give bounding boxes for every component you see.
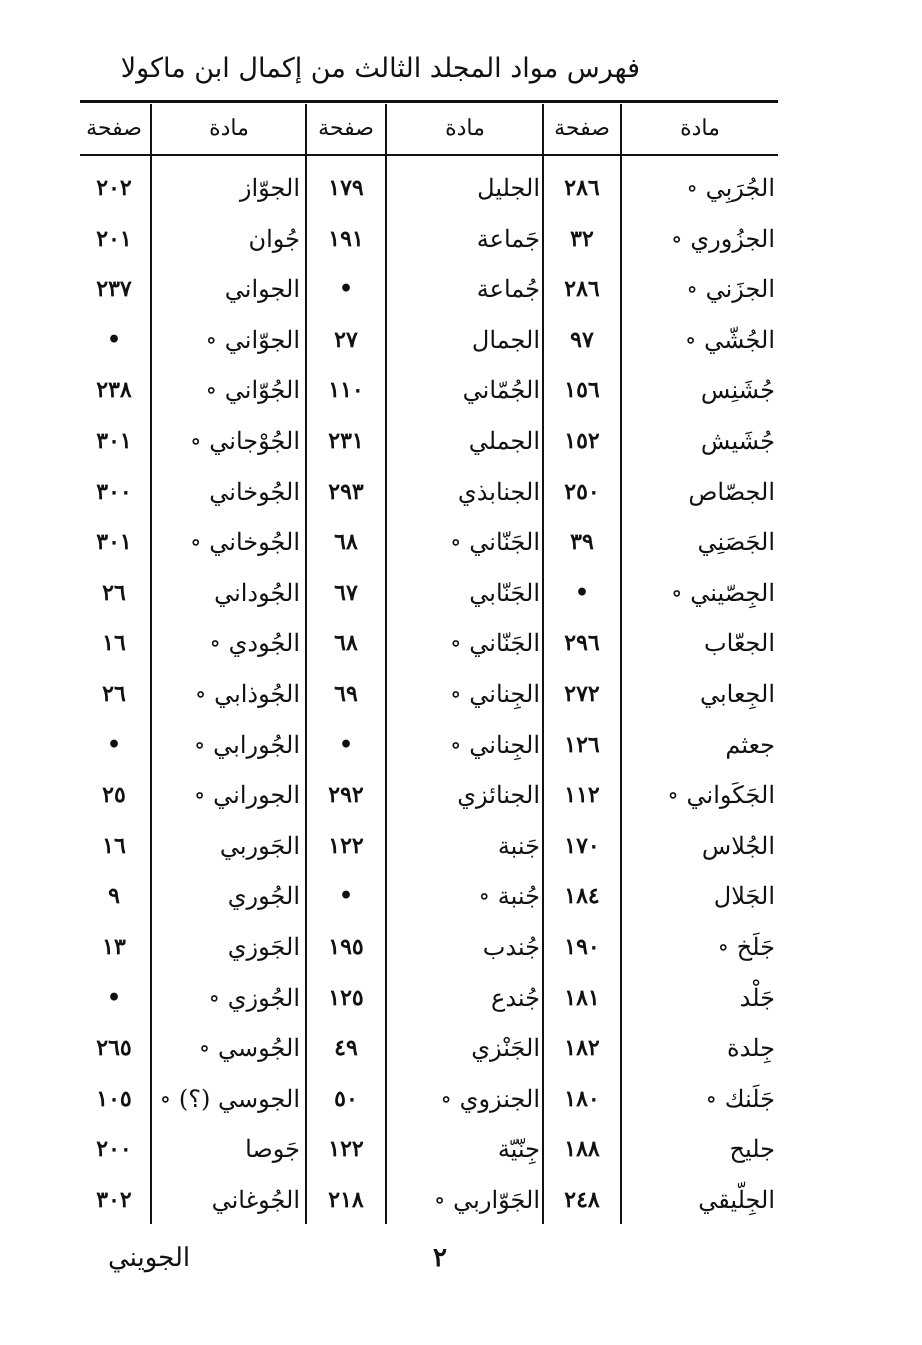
page-col-3-cell: ٣٠٠ bbox=[96, 478, 132, 505]
page-col-2-cell: ١٩١ bbox=[328, 225, 364, 252]
page-col-3-cell: ٢٣٧ bbox=[96, 276, 132, 303]
page-col-1-cell: ٣٩ bbox=[570, 529, 594, 556]
page-col-3-cell: ٣٠٢ bbox=[96, 1187, 132, 1213]
page-col-1-cell: ١٩٠ bbox=[564, 934, 600, 960]
entry-col-2-cell: الجَنّاني ∘ bbox=[449, 629, 540, 658]
entry-col-1-cell: جَلْد bbox=[739, 983, 775, 1012]
page-col-2-cell: ١٩٥ bbox=[328, 934, 364, 960]
entry-col-2-cell: الجملي bbox=[468, 427, 540, 455]
entry-col-2-cell: جُنبة ∘ bbox=[478, 882, 540, 911]
page-col-2-cell: ٥٠ bbox=[334, 1085, 358, 1112]
entry-col-2-cell: الجليل bbox=[477, 174, 540, 202]
entry-col-2-cell: الجمال bbox=[471, 325, 540, 354]
entry-col-1-cell: جَلَخ ∘ bbox=[717, 933, 775, 961]
entry-col-3-cell: الجُوخاني bbox=[209, 477, 300, 506]
page-col-1-cell: ١٨١ bbox=[564, 984, 600, 1011]
entry-col-3-cell: الجُوري bbox=[227, 882, 300, 911]
entry-col-2-cell: الجُمّاني bbox=[462, 376, 540, 405]
entry-col-2-cell: الجَنْزي bbox=[471, 1034, 540, 1063]
entry-col-1-cell: جعثم bbox=[725, 730, 775, 759]
entry-col-1-cell: جُشَنِس bbox=[700, 376, 775, 405]
footer-catchword: الجويني bbox=[108, 1243, 191, 1273]
entry-col-3-cell: جُوان bbox=[248, 224, 300, 253]
page-col-3-cell: • bbox=[106, 984, 122, 1011]
entry-col-1-cell: الجَكَواني ∘ bbox=[667, 781, 775, 810]
page-col-2-cell: • bbox=[338, 276, 354, 303]
page-col-1-cell: ١٨٤ bbox=[564, 883, 600, 910]
page-col-3-cell: ٢٦ bbox=[102, 579, 126, 606]
page-col-1-cell: ٢٨٦ bbox=[564, 175, 600, 201]
entry-col-1-cell: الجصّاص bbox=[688, 477, 775, 506]
page-col-1-cell: ٢٨٦ bbox=[564, 276, 600, 303]
entry-col-3-cell: الجَوربي bbox=[219, 831, 300, 860]
entry-col-1-cell: الجَلال bbox=[713, 882, 775, 911]
header-entry-col-1: مادة bbox=[680, 116, 720, 141]
page-col-1-cell: ٢٩٦ bbox=[564, 630, 600, 657]
page-col-3-cell: ١٠٥ bbox=[96, 1085, 132, 1112]
page-col-2-cell: ٢٩٢ bbox=[328, 782, 364, 809]
page-col-1-cell: • bbox=[574, 579, 590, 606]
entry-col-3-cell: الجُورابي ∘ bbox=[193, 730, 300, 759]
entry-col-2-cell: الجَنّاني ∘ bbox=[449, 528, 540, 557]
page-col-3-cell: ٢٠٢ bbox=[96, 175, 132, 201]
page-col-3-cell: ٢٠٠ bbox=[96, 1136, 132, 1163]
page-col-3-cell: ٢٠١ bbox=[96, 225, 132, 252]
page-col-1-cell: ١٨٠ bbox=[564, 1085, 600, 1112]
entry-col-2-cell: الجَوّاربي ∘ bbox=[433, 1186, 540, 1214]
page-col-1-cell: ٢٤٨ bbox=[564, 1187, 600, 1213]
entry-col-1-cell: جِلدة bbox=[727, 1034, 775, 1063]
page-col-1-cell: ١٥٢ bbox=[564, 428, 600, 454]
entry-col-3-cell: الجوسي (؟) ∘ bbox=[159, 1084, 300, 1113]
entry-col-3-cell: الجُوذابي ∘ bbox=[194, 680, 300, 708]
page-col-2-cell: ٢١٨ bbox=[328, 1187, 364, 1213]
page-col-3-cell: ٢٦ bbox=[102, 681, 126, 707]
page-col-2-cell: • bbox=[338, 731, 354, 758]
page-col-2-cell: ١١٠ bbox=[328, 377, 364, 404]
page-col-3-cell: ٣٠١ bbox=[96, 428, 132, 454]
page-col-3-cell: ١٣ bbox=[102, 934, 126, 960]
header-page-col-1: صفحة bbox=[554, 116, 610, 141]
entry-col-3-cell: الجُوخاني ∘ bbox=[189, 528, 300, 557]
page-col-3-cell: ٢٥ bbox=[102, 782, 126, 809]
page-col-1-cell: ١٨٢ bbox=[564, 1035, 600, 1062]
page-col-2-cell: ١٢٢ bbox=[328, 1136, 364, 1163]
entry-col-1-cell: الجُرَبِي ∘ bbox=[686, 174, 775, 202]
entry-col-3-cell: الجَوزي bbox=[227, 933, 300, 961]
entry-col-2-cell: الجنزوي ∘ bbox=[440, 1084, 540, 1113]
page-col-3-cell: • bbox=[106, 326, 122, 353]
footer-page-number: ٢ bbox=[433, 1243, 447, 1273]
entry-col-1-cell: جَلَنك ∘ bbox=[705, 1084, 775, 1113]
entry-col-3-cell: الجُوّاني ∘ bbox=[205, 376, 300, 405]
header-entry-col-2: مادة bbox=[445, 116, 485, 141]
page-col-2-cell: ٢٧ bbox=[334, 326, 358, 353]
page-col-1-cell: ٢٧٢ bbox=[564, 681, 600, 707]
entry-col-1-cell: الجِلّيقي bbox=[698, 1186, 775, 1214]
page-col-1-cell: ٢٥٠ bbox=[564, 478, 600, 505]
page-col-2-cell: ٦٨ bbox=[334, 529, 358, 556]
page-col-3-cell: ٣٠١ bbox=[96, 529, 132, 556]
header-entry-col-3: مادة bbox=[209, 116, 249, 141]
page-col-2-cell: ١٧٩ bbox=[328, 175, 364, 201]
entry-col-1-cell: الجِصّيني ∘ bbox=[670, 578, 775, 607]
page-col-1-cell: ١١٢ bbox=[564, 782, 600, 809]
entry-col-2-cell: جُندب bbox=[482, 933, 540, 961]
page-col-2-cell: • bbox=[338, 883, 354, 910]
page-col-1-cell: ١٢٦ bbox=[564, 731, 600, 758]
entry-col-3-cell: الجُوزي ∘ bbox=[208, 983, 300, 1012]
entry-col-3-cell: الجوّاز bbox=[239, 174, 300, 202]
page-col-3-cell: • bbox=[106, 731, 122, 758]
page-col-3-cell: ٩ bbox=[108, 883, 120, 910]
entry-col-2-cell: الجِناني ∘ bbox=[449, 680, 540, 708]
entry-col-2-cell: الجنابذي bbox=[457, 477, 540, 506]
entry-col-1-cell: الجزُوري ∘ bbox=[670, 224, 775, 253]
entry-col-2-cell: جُندع bbox=[491, 983, 540, 1012]
header-page-col-3: صفحة bbox=[86, 116, 142, 141]
entry-col-3-cell: جَوصا bbox=[245, 1135, 300, 1164]
entry-col-1-cell: الجِعابي bbox=[699, 680, 775, 708]
entry-col-2-cell: الجِناني ∘ bbox=[449, 730, 540, 759]
entry-col-3-cell: الجُودي ∘ bbox=[209, 629, 300, 658]
page-col-2-cell: ٦٧ bbox=[334, 579, 358, 606]
entry-col-3-cell: الجُوغاني bbox=[211, 1186, 300, 1214]
entry-col-1-cell: الجُلاس bbox=[701, 831, 775, 860]
entry-col-1-cell: جُشَيش bbox=[700, 427, 775, 455]
entry-col-1-cell: الجُشّي ∘ bbox=[684, 325, 775, 354]
entry-col-2-cell: جَماعة bbox=[476, 224, 540, 253]
page-title: فهرس مواد المجلد الثالث من إكمال ابن ماكولا bbox=[120, 53, 640, 84]
page-col-2-cell: ٦٨ bbox=[334, 630, 358, 657]
page-col-1-cell: ١٨٨ bbox=[564, 1136, 600, 1163]
page-col-2-cell: ١٢٢ bbox=[328, 832, 364, 859]
entry-col-2-cell: جِنّيّة bbox=[497, 1135, 540, 1164]
entry-col-3-cell: الجُوسي ∘ bbox=[198, 1034, 300, 1063]
entry-col-2-cell: الجنائزي bbox=[457, 781, 540, 810]
entry-col-3-cell: الجوراني ∘ bbox=[193, 781, 300, 810]
entry-col-3-cell: الجواني bbox=[224, 275, 300, 304]
page-col-3-cell: ٢٦٥ bbox=[96, 1035, 132, 1062]
entry-col-2-cell: جُماعة bbox=[476, 275, 540, 304]
page-col-2-cell: ٢٩٣ bbox=[328, 478, 364, 505]
page-col-3-cell: ١٦ bbox=[102, 832, 126, 859]
header-page-col-2: صفحة bbox=[318, 116, 374, 141]
page-col-2-cell: ١٢٥ bbox=[328, 984, 364, 1011]
page-col-2-cell: ٢٣١ bbox=[328, 428, 364, 454]
entry-col-3-cell: الجُوْجاني ∘ bbox=[189, 427, 300, 455]
entry-col-1-cell: جليح bbox=[729, 1135, 775, 1164]
entry-col-3-cell: الجوّاني ∘ bbox=[205, 325, 300, 354]
page-col-1-cell: ٩٧ bbox=[570, 326, 594, 353]
page-col-2-cell: ٦٩ bbox=[334, 681, 358, 707]
page-col-2-cell: ٤٩ bbox=[334, 1035, 358, 1062]
entry-col-2-cell: جَنبة bbox=[497, 831, 540, 860]
page-col-3-cell: ٢٣٨ bbox=[96, 377, 132, 404]
entry-col-2-cell: الجَنّابي bbox=[469, 578, 540, 607]
entry-col-3-cell: الجُوداني bbox=[214, 578, 300, 607]
entry-col-1-cell: الجزَني ∘ bbox=[686, 275, 775, 304]
page-col-1-cell: ١٥٦ bbox=[564, 377, 600, 404]
entry-col-1-cell: الجعّاب bbox=[704, 629, 775, 658]
page-col-1-cell: ١٧٠ bbox=[564, 832, 600, 859]
page-col-1-cell: ٣٢ bbox=[570, 225, 594, 252]
page-col-3-cell: ١٦ bbox=[102, 630, 126, 657]
entry-col-1-cell: الجَصَنِي bbox=[697, 528, 775, 557]
